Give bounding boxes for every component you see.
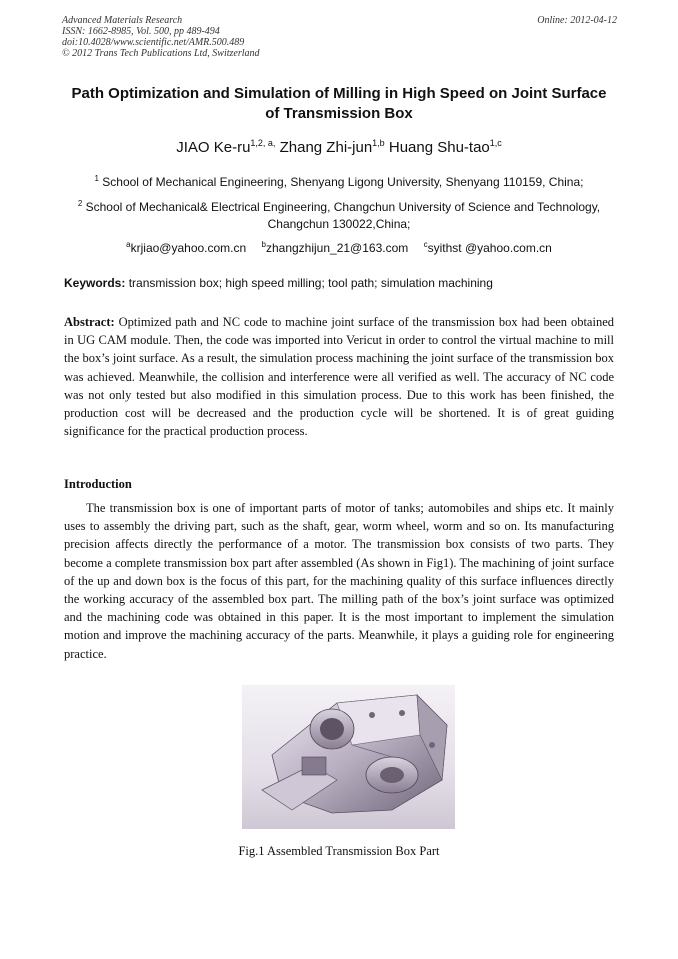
affiliation: [64, 195, 614, 233]
author-sup: 1,b: [372, 138, 385, 148]
email-sup: b: [261, 240, 266, 249]
keywords-label: Keywords:: [64, 276, 126, 290]
abstract: [64, 313, 614, 440]
author-sup: 1,2, a,: [250, 138, 276, 148]
abstract-text: Optimized path and NC code to machine joint surface of the transmission box had been obtained in UG CAM module. Then, the code was imported into Vericut in order to control the virtual machine to mill the box’s joint surface. As a result, the simulation process machining the joint surface of the transmission box was achieved. Meanwhile, the collision and interference were all verified as well. The accuracy of NC code was not only tested but also modified in this simulation process. Due to this work has been finished, the production cost will be decreased and the production cycle will be shortened. It is of great guiding significance for the practical production process.: [64, 315, 614, 439]
abstract-label: Abstract:: [64, 315, 115, 329]
figure-caption: Fig.1 Assembled Transmission Box Part: [238, 844, 440, 858]
author-name: Zhang Zhi-jun: [279, 139, 373, 156]
paper-title: Path Optimization and Simulation of Milling in High Speed on Joint Surface of Transmission Box: [71, 85, 607, 122]
author-name: JIAO Ke-ru: [176, 139, 251, 156]
journal-header: [62, 15, 617, 59]
keywords: [64, 275, 614, 291]
copyright: © 2012 Trans Tech Publications Ltd, Switzerland: [62, 48, 260, 59]
email-list: [64, 236, 614, 257]
transmission-box-render: [242, 685, 455, 829]
affiliation-sup: 1: [94, 174, 99, 183]
figure-image: [242, 685, 455, 829]
online-date: Online: 2012-04-12: [537, 15, 617, 26]
author-sup: 1,c: [489, 138, 502, 148]
keywords-text: transmission box; high speed milling; tool path; simulation machining: [128, 276, 493, 290]
email[interactable]: [126, 241, 246, 255]
issn: ISSN: 1662-8985, Vol. 500, pp 489-494: [62, 26, 220, 37]
author-name: Huang Shu-tao: [388, 139, 490, 156]
journal-name: Advanced Materials Research: [62, 15, 183, 26]
affiliation-text: School of Mechanical& Electrical Engineering, Changchun University of Science and Technology, Changchun 130022,China;: [85, 200, 601, 231]
introduction-paragraph: The transmission box is one of important parts of motor of tanks; automobiles and ships etc. It mainly uses to assembly the driving part, such as the shaft, gear, worm wheel, worm and so on. Its manufacturing precision affects directly the performance of a motor. The transmission box consists of two parts. They become a complete transmission box part after assembled (As shown in Fig1). The machining of joint surface of the up and down box is the focus of this part, for the machining quality of this surface influences directly the working accuracy of the assembled box part. The milling path of the box’s joint surface was optimized and the machining code was obtained in this paper. It is the most important to implement the simulation motion and improve the machining accuracy of the parts. Meanwhile, it plays a guiding role for engineering practice.: [64, 501, 614, 661]
affiliation: [64, 170, 614, 191]
email[interactable]: [262, 241, 409, 255]
author-list: [64, 134, 614, 157]
email-text: krjiao@yahoo.com.cn: [130, 241, 247, 255]
section-heading: Introduction: [64, 477, 132, 491]
email[interactable]: [424, 241, 552, 255]
email-sup: a: [126, 240, 131, 249]
affiliation-text: School of Mechanical Engineering, Shenyang Ligong University, Shenyang 110159, China;: [102, 175, 584, 189]
email-text: zhangzhijun_21@163.com: [265, 241, 409, 255]
doi: doi:10.4028/www.scientific.net/AMR.500.489: [62, 37, 245, 48]
email-text: syithst @yahoo.com.cn: [427, 241, 552, 255]
email-sup: c: [423, 240, 428, 249]
affiliation-sup: 2: [77, 199, 83, 208]
